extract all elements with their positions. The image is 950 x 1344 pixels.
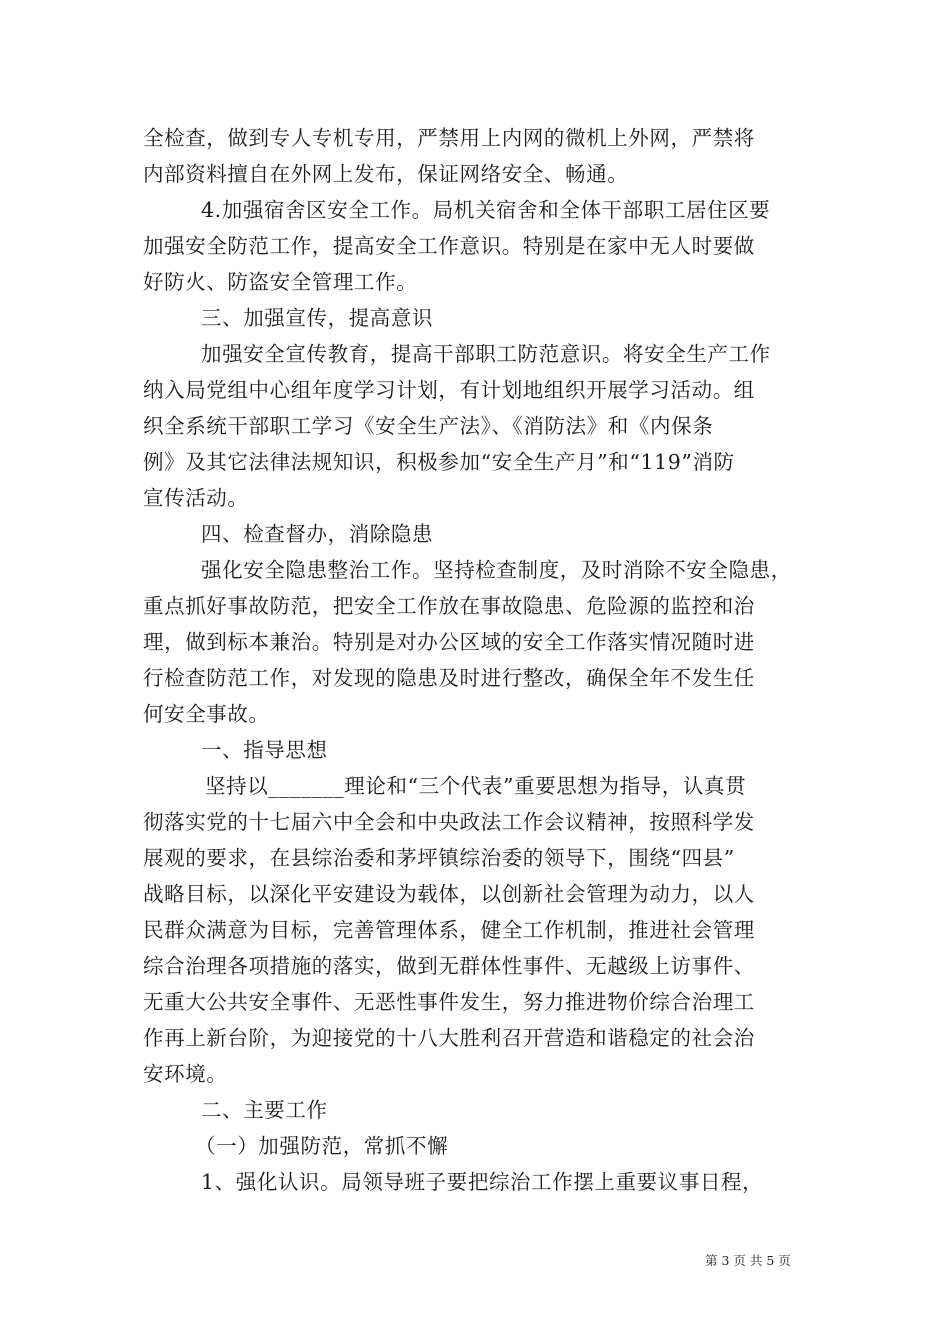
text-line: 安环境。	[143, 1062, 228, 1086]
text-line: 织全系统干部职工学习《安全生产法》、《消防法》和《内保条	[143, 414, 714, 438]
text-line: 彻落实党的十七届六中全会和中央政法工作会议精神，按照科学发	[143, 810, 755, 834]
text-line: 加强安全宣传教育，提高干部职工防范意识。将安全生产工作	[201, 342, 771, 366]
text-line: 民群众满意为目标，完善管理体系，健全工作机制，推进社会管理	[143, 918, 755, 942]
text-line: 一、指导思想	[201, 738, 328, 762]
text-line: 重点抓好事故防范，把安全工作放在事故隐患、危险源的监控和治	[143, 594, 755, 618]
text-line: 理，做到标本兼治。特别是对办公区域的安全工作落实情况随时进	[143, 630, 755, 654]
text-line: 4.加强宿舍区安全工作。局机关宿舍和全体干部职工居住区要	[201, 198, 771, 222]
text-line: 坚持以_______理论和“三个代表”重要思想为指导，认真贯	[205, 774, 747, 798]
text-line: 纳入局党组中心组年度学习计划，有计划地组织开展学习活动。组	[143, 378, 755, 402]
text-line: （一）加强防范，常抓不懈	[195, 1134, 449, 1158]
text-line: 展观的要求，在县综治委和茅坪镇综治委的领导下，围绕“四县”	[143, 846, 735, 870]
text-line: 强化安全隐患整治工作。坚持检查制度，及时消除不安全隐患，	[201, 558, 792, 582]
text-line: 作再上新台阶，为迎接党的十八大胜利召开营造和谐稳定的社会治	[143, 1026, 755, 1050]
text-line: 四、检查督办，消除隐患	[201, 522, 434, 546]
text-line: 1、强化认识。局领导班子要把综治工作摆上重要议事日程，	[201, 1170, 764, 1194]
text-line: 全检查，做到专人专机专用，严禁用上内网的微机上外网，严禁将	[143, 126, 755, 150]
text-line: 三、加强宣传，提高意识	[201, 306, 434, 330]
text-line: 行检查防范工作，对发现的隐患及时进行整改，确保全年不发生任	[143, 666, 755, 690]
document-body	[143, 120, 815, 1200]
text-line: 战略目标，以深化平安建设为载体，以创新社会管理为动力，以人	[143, 882, 755, 906]
text-line: 加强安全防范工作，提高安全工作意识。特别是在家中无人时要做	[143, 234, 755, 258]
text-line: 内部资料擅自在外网上发布，保证网络安全、畅通。	[143, 162, 629, 186]
text-line: 综合治理各项措施的落实，做到无群体性事件、无越级上访事件、	[143, 954, 755, 978]
page-number: 第 3 页 共 5 页	[705, 1253, 791, 1268]
text-line: 宣传活动。	[143, 486, 249, 510]
text-line: 无重大公共安全事件、无恶性事件发生，努力推进物价综合治理工	[143, 990, 755, 1014]
text-line: 例》及其它法律法规知识，积极参加“安全生产月”和“119”消防	[143, 450, 735, 474]
text-line: 二、主要工作	[201, 1098, 328, 1122]
text-line: 好防火、防盗安全管理工作。	[143, 270, 418, 294]
text-line: 何安全事故。	[143, 702, 270, 726]
